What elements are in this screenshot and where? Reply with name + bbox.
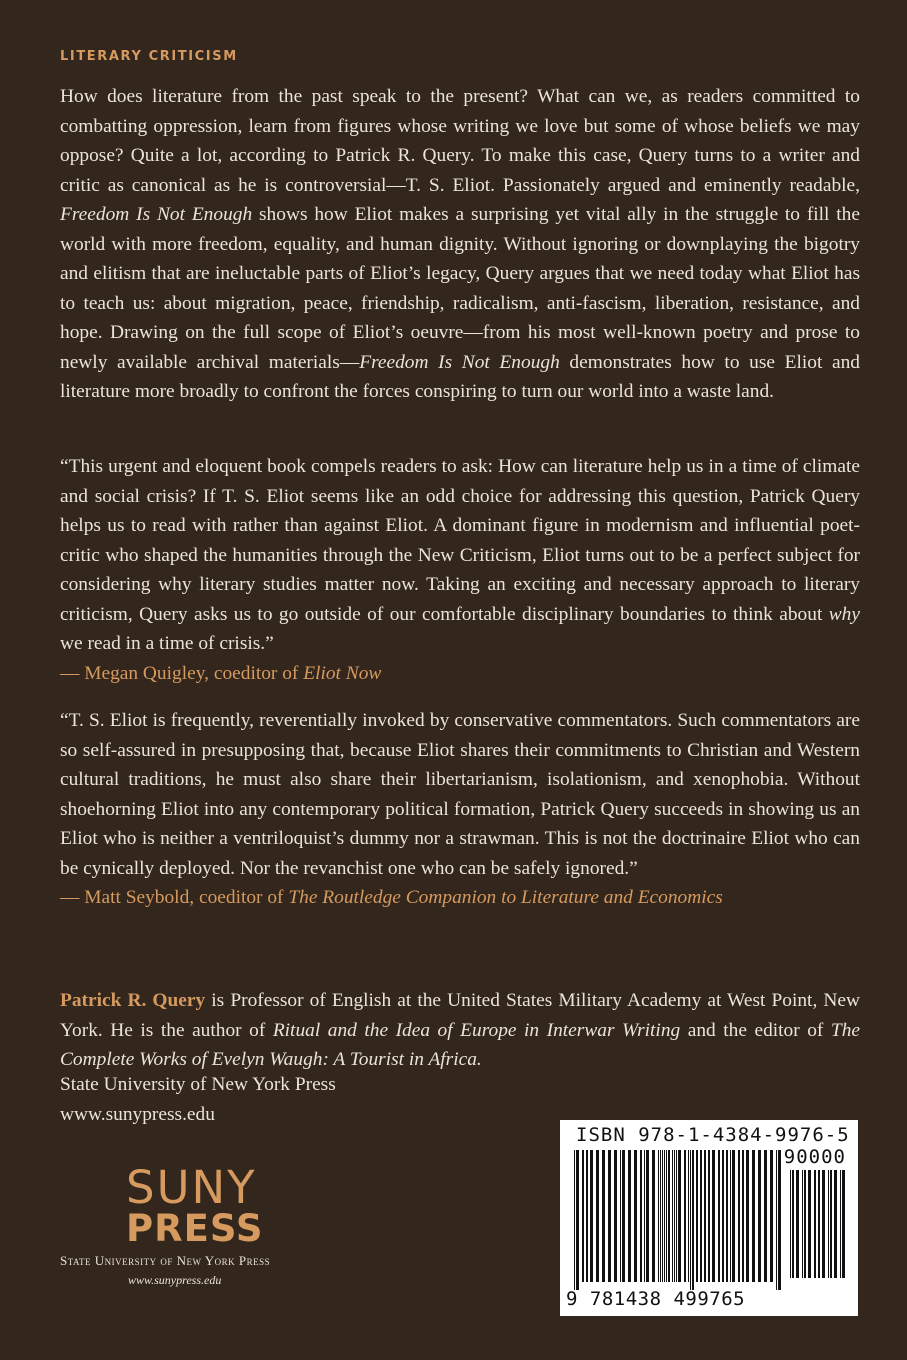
barcode-bar	[732, 1150, 735, 1282]
barcode-bar	[660, 1150, 661, 1282]
barcode-bar	[814, 1170, 816, 1278]
barcode-bar	[742, 1150, 744, 1282]
barcode-bar	[830, 1170, 832, 1278]
barcode-bar	[602, 1150, 605, 1282]
barcode-bar	[792, 1170, 794, 1278]
barcode-bar	[696, 1150, 698, 1282]
barcode-bar	[586, 1150, 588, 1282]
ean-digits: 9 781438 499765	[566, 1288, 746, 1310]
barcode-bar	[704, 1150, 706, 1282]
barcode-bar	[620, 1150, 621, 1282]
barcode-bar	[700, 1150, 702, 1282]
publisher-info	[60, 1070, 336, 1129]
barcode-bar	[646, 1150, 649, 1282]
barcode-bar	[596, 1150, 599, 1282]
logo-suny-text: SUNY	[126, 1161, 257, 1214]
barcode-bar	[770, 1150, 773, 1282]
barcode-bar	[776, 1150, 777, 1290]
barcode-bar	[690, 1150, 691, 1290]
barcode-bar	[802, 1170, 803, 1278]
barcode-bar	[712, 1150, 715, 1282]
barcode-bar	[652, 1150, 655, 1282]
review-quote: “This urgent and eloquent book compels readers to ask: How can literature help us in a time of climate and social crisis? If T. S. Eliot seems like an odd choice for addressing this question, Patrick Query helps us to read with rather than against Eliot. A dominant figure in modernism and influential poet-critic who shaped the humanities through the New Criticism, Eliot turns out to be a perfect subject for considering why literary studies matter now. Taking an exciting and necessary approach to literary criticism, Query asks us to go outside of our comfortable disciplinary boundaries to think about why we read in a time of crisis.” — Megan Quigley, coeditor of Eliot Now	[60, 452, 860, 688]
barcode-bar	[804, 1170, 806, 1278]
barcode-bar	[818, 1170, 820, 1278]
barcode-bar	[692, 1150, 694, 1290]
barcode-bar	[808, 1170, 811, 1278]
review-attribution: — Matt Seybold, coeditor of The Routledge Companion to Literature and Economics	[60, 887, 723, 908]
barcode-bar	[614, 1150, 617, 1282]
barcode-bar	[790, 1170, 791, 1278]
barcode-bar	[644, 1150, 645, 1282]
barcode-bar	[658, 1150, 659, 1282]
publisher-name: State University of New York Press	[60, 1074, 336, 1095]
review-quote: “T. S. Eliot is frequently, reverentially invoked by conservative commentators. Such commentators are so self-assured in presupposing that, because Eliot shares their commitments to Christian and Western cultural traditions, he must also share their libertarianism, isolationism, and xenophobia. Without shoehorning Eliot into any contemporary political formation, Patrick Query succeeds in showing us an Eliot who is neither a ventriloquist’s dummy nor a strawman. This is not the doctrinaire Eliot who can be cynically deployed. Nor the revanchist one who can be safely ignored.” — Matt Seybold, coeditor of The Routledge Companion to Literature and Economics	[60, 706, 860, 913]
barcode-bar	[628, 1150, 631, 1282]
price-code: 90000	[783, 1146, 846, 1168]
review-attribution: — Megan Quigley, coeditor of Eliot Now	[60, 662, 382, 684]
barcode-bar	[678, 1150, 681, 1282]
barcode-bar	[666, 1150, 667, 1282]
barcode-bar	[722, 1150, 724, 1282]
barcode-bar	[840, 1170, 841, 1278]
barcode-bar	[726, 1150, 728, 1282]
barcode-bar	[688, 1150, 689, 1282]
barcode-bar	[758, 1150, 761, 1282]
book-title: Freedom Is Not Enough	[60, 204, 253, 225]
barcode-bars	[572, 1150, 782, 1290]
author-name: Patrick R. Query	[60, 990, 206, 1011]
barcode-bar	[752, 1150, 755, 1282]
barcode-bar	[764, 1150, 767, 1282]
barcode-bar	[576, 1150, 579, 1290]
barcode-bar	[640, 1150, 642, 1282]
barcode-bar	[664, 1150, 665, 1282]
category-label: LITERARY CRITICISM	[60, 49, 238, 64]
barcode-bar	[746, 1150, 749, 1282]
logo-press-text: PRESS	[126, 1207, 264, 1250]
barcode-bar	[834, 1170, 837, 1278]
barcode-bar	[676, 1150, 677, 1282]
barcode-bar	[662, 1150, 663, 1282]
barcode-bar	[708, 1150, 710, 1282]
barcode-bar	[608, 1150, 611, 1282]
barcode-addon-bars	[788, 1170, 848, 1310]
barcode-bar	[574, 1150, 575, 1290]
barcode-bar	[674, 1150, 675, 1282]
logo-subtitle: State University of New York Press	[60, 1253, 271, 1268]
barcode-bar	[582, 1150, 584, 1282]
barcode-bar	[738, 1150, 740, 1282]
isbn-label: ISBN 978-1-4384-9976-5	[576, 1124, 850, 1146]
author-bio: Patrick R. Query is Professor of English at the United States Military Academy at West Point, New York. He is the author of Ritual and the Idea of Europe in Interwar Writing and the editor of The Complete Works of Evelyn Waugh: A Tourist in Africa.	[60, 990, 861, 1070]
barcode-bar	[668, 1150, 670, 1282]
logo-url: www.sunypress.edu	[128, 1273, 222, 1287]
barcode-bar	[822, 1170, 825, 1278]
barcode-bar	[778, 1150, 781, 1290]
barcode-bar	[590, 1150, 593, 1282]
barcode-bar	[828, 1170, 829, 1278]
publisher-url: www.sunypress.edu	[60, 1103, 215, 1125]
barcode-bar	[842, 1170, 845, 1278]
barcode-bar	[684, 1150, 686, 1282]
barcode-bar	[634, 1150, 637, 1282]
barcode-bar	[622, 1150, 625, 1282]
barcode-bar	[672, 1150, 673, 1282]
barcode-bar	[796, 1170, 799, 1278]
isbn-barcode	[560, 1120, 858, 1316]
barcode-bar	[718, 1150, 720, 1282]
barcode-bar	[730, 1150, 731, 1282]
book-description: How does literature from the past speak to the present? What can we, as readers committed to combatting oppression, learn from figures whose writing we love but some of whose beliefs we may oppose? Quite a lot, according to Patrick R. Query. To make this case, Query turns to a writer and critic as canonical as he is controversial—T. S. Eliot. Passionately argued and eminently readable, Freedom Is Not Enough shows how Eliot makes a surprising yet vital ally in the struggle to fill the world with more freedom, equality, and human dignity. Without ignoring or downplaying the bigotry and elitism that are ineluctable parts of Eliot’s legacy, Query argues that we need today what Eliot has to teach us: about migration, peace, friendship, radicalism, anti-fascism, liberation, resistance, and hope. Drawing on the full scope of Eliot’s oeuvre—from his most well-known poetry and prose to newly available archival materials—Freedom Is Not Enough demonstrates how to use Eliot and literature more broadly to confront the forces conspiring to turn our world into a waste land.	[60, 86, 860, 402]
book-title: Freedom Is Not Enough	[359, 351, 560, 373]
